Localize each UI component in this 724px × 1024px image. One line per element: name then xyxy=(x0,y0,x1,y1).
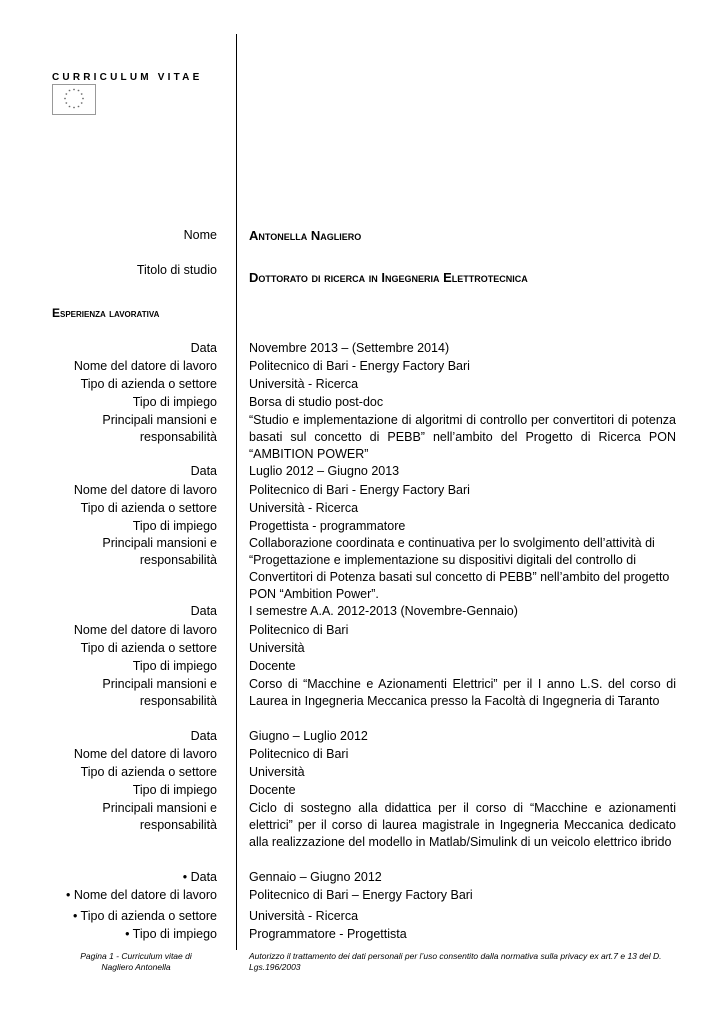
date-label: Data xyxy=(190,341,217,355)
experience-date: Gennaio – Giugno 2012 xyxy=(249,870,382,884)
svg-text:*: * xyxy=(68,105,71,111)
duties-label-line1: Principali mansioni e xyxy=(102,536,217,550)
experience-employer: Politecnico di Bari xyxy=(249,623,349,637)
experience-job-type: Borsa di studio post-doc xyxy=(249,395,384,409)
duties-label-line1: Principali mansioni e xyxy=(102,677,217,691)
svg-text:*: * xyxy=(80,102,83,108)
duties-label-line1: Principali mansioni e xyxy=(102,801,217,815)
svg-text:*: * xyxy=(72,107,76,112)
date-label: Data xyxy=(190,604,217,618)
experience-employer: Politecnico di Bari – Energy Factory Bari xyxy=(249,888,473,902)
duties-label-line1: Principali mansioni e xyxy=(102,413,217,427)
experience-date: Novembre 2013 – (Settembre 2014) xyxy=(249,341,450,355)
svg-text:*: * xyxy=(80,93,83,99)
experience-job-type: Docente xyxy=(249,659,296,673)
job-type-label: • Tipo di impiego xyxy=(125,927,217,941)
svg-text:*: * xyxy=(72,89,76,94)
svg-text:*: * xyxy=(68,90,71,96)
sector-label: Tipo di azienda o settore xyxy=(80,377,217,391)
column-divider xyxy=(236,34,237,950)
experience-sector: Università - Ricerca xyxy=(249,501,359,515)
name-label: Nome xyxy=(183,228,217,242)
experience-employer: Politecnico di Bari - Energy Factory Bari xyxy=(249,359,470,373)
experience-sector: Università - Ricerca xyxy=(249,377,359,391)
employer-label: Nome del datore di lavoro xyxy=(73,747,217,761)
experience-sector: Università - Ricerca xyxy=(249,909,359,923)
experience-job-type: Docente xyxy=(249,783,296,797)
degree-label: Titolo di studio xyxy=(136,263,217,277)
degree-value: Dottorato di ricerca in Ingegneria Elettrotecnica xyxy=(249,270,528,285)
svg-text:*: * xyxy=(77,90,80,96)
job-type-label: Tipo di impiego xyxy=(132,659,217,673)
svg-text:*: * xyxy=(65,93,68,99)
experience-duties: Collaborazione coordinata e continuativa per lo svolgimento dell’attività di “Progettazione e implementazione su dispositivi digitali del controllo di Convertitori di Potenza basati sul concetto di PEBB” nell’ambito del progetto PON “Ambition Power”. xyxy=(249,536,670,601)
date-label: Data xyxy=(190,729,217,743)
date-label: • Data xyxy=(182,870,217,884)
svg-text:*: * xyxy=(65,102,68,108)
experience-date: I semestre A.A. 2012-2013 (Novembre-Gennaio) xyxy=(249,604,518,618)
experience-sector: Università xyxy=(249,641,305,655)
experience-duties: Corso di “Macchine e Azionamenti Elettrici” per il I anno L.S. del corso di Laurea in Ingegneria Meccanica presso la Facoltà di Ingegneria di Taranto xyxy=(249,677,676,708)
job-type-label: Tipo di impiego xyxy=(132,783,217,797)
experience-job-type: Programmatore - Progettista xyxy=(249,927,407,941)
sector-label: Tipo di azienda o settore xyxy=(80,501,217,515)
svg-text:*: * xyxy=(63,98,67,103)
employer-label: • Nome del datore di lavoro xyxy=(66,888,217,902)
sector-label: • Tipo di azienda o settore xyxy=(72,909,217,923)
cv-title: CURRICULUM VITAE xyxy=(52,72,203,83)
duties-label-line2: responsabilità xyxy=(139,430,217,444)
experience-duties: Ciclo di sostegno alla didattica per il corso di “Macchine e azionamenti elettrici” per il corso di laurea magistrale in Ingegneria Meccanica dedicato alla realizzazione del modello in Matlab/Simulink di un veicolo elettrico ibrido xyxy=(249,801,676,849)
svg-text:*: * xyxy=(77,105,80,111)
duties-label-line2: responsabilità xyxy=(139,694,217,708)
sector-label: Tipo di azienda o settore xyxy=(80,641,217,655)
duties-label-line2: responsabilità xyxy=(139,818,217,832)
employer-label: Nome del datore di lavoro xyxy=(73,483,217,497)
job-type-label: Tipo di impiego xyxy=(132,395,217,409)
name-value: Antonella Nagliero xyxy=(249,228,362,243)
employer-label: Nome del datore di lavoro xyxy=(73,623,217,637)
experience-date: Giugno – Luglio 2012 xyxy=(249,729,368,743)
eu-flag-icon xyxy=(52,84,96,115)
date-label: Data xyxy=(190,464,217,478)
employer-label: Nome del datore di lavoro xyxy=(73,359,217,373)
experience-employer: Politecnico di Bari - Energy Factory Bari xyxy=(249,483,470,497)
experience-employer: Politecnico di Bari xyxy=(249,747,349,761)
duties-label-line2: responsabilità xyxy=(139,553,217,567)
experience-date: Luglio 2012 – Giugno 2013 xyxy=(249,464,400,478)
footer-privacy-note: Autorizzo il trattamento dei dati personali per l’uso consentito dalla normativa sulla privacy ex art.7 e 13 del D. Lgs.196/2003 xyxy=(249,951,662,972)
job-type-label: Tipo di impiego xyxy=(132,519,217,533)
footer-page-info: Pagina 1 - Curriculum vitae di Nagliero Antonella xyxy=(80,951,192,972)
svg-text:*: * xyxy=(81,98,85,103)
experience-sector: Università xyxy=(249,765,305,779)
section-title: Esperienza lavorativa xyxy=(52,306,160,320)
experience-duties: “Studio e implementazione di algoritmi di controllo per convertitori di potenza basati sul concetto di PEBB” nell’ambito del Progetto di Ricerca PON “AMBITION POWER” xyxy=(249,413,676,461)
sector-label: Tipo di azienda o settore xyxy=(80,765,217,779)
experience-job-type: Progettista - programmatore xyxy=(249,519,406,533)
